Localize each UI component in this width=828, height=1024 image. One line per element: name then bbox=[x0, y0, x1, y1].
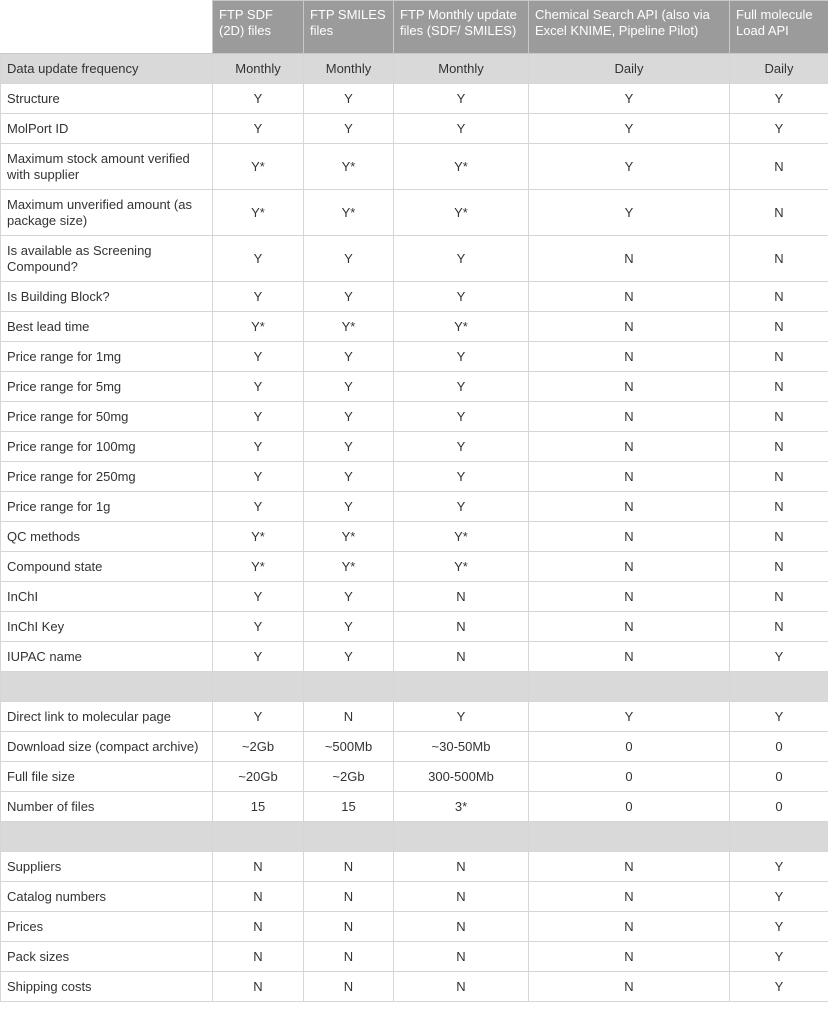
table-cell: Y bbox=[394, 84, 529, 114]
table-row bbox=[1, 462, 828, 492]
table-cell: Y* bbox=[213, 144, 304, 190]
table-row bbox=[1, 882, 828, 912]
row-label: Data update frequency bbox=[1, 54, 213, 84]
table-cell: Y bbox=[213, 612, 304, 642]
table-cell: Y bbox=[730, 852, 828, 882]
row-label: Download size (compact archive) bbox=[1, 732, 213, 762]
table-cell: Y* bbox=[394, 312, 529, 342]
table-cell: N bbox=[529, 282, 730, 312]
table-cell: Y bbox=[394, 462, 529, 492]
table-row bbox=[1, 912, 828, 942]
table-cell: Y bbox=[213, 492, 304, 522]
row-label: Price range for 250mg bbox=[1, 462, 213, 492]
row-label: QC methods bbox=[1, 522, 213, 552]
table-cell: Monthly bbox=[213, 54, 304, 84]
table-cell: N bbox=[394, 852, 529, 882]
table-cell: Y bbox=[213, 342, 304, 372]
table-row bbox=[1, 84, 828, 114]
table-cell: N bbox=[394, 642, 529, 672]
table-cell: N bbox=[529, 612, 730, 642]
table-cell: N bbox=[730, 582, 828, 612]
row-label: MolPort ID bbox=[1, 114, 213, 144]
table-cell: Y bbox=[394, 282, 529, 312]
table-cell: N bbox=[529, 642, 730, 672]
table-cell: Daily bbox=[529, 54, 730, 84]
table-cell: N bbox=[529, 882, 730, 912]
column-header: FTP Monthly update files (SDF/ SMILES) bbox=[394, 1, 529, 54]
table-cell: Y bbox=[394, 342, 529, 372]
table-cell: Y bbox=[213, 402, 304, 432]
row-label: Prices bbox=[1, 912, 213, 942]
divider-cell bbox=[213, 822, 304, 852]
table-cell: N bbox=[529, 312, 730, 342]
divider-cell bbox=[213, 672, 304, 702]
table-cell: N bbox=[213, 942, 304, 972]
table-row bbox=[1, 282, 828, 312]
table-cell: N bbox=[529, 582, 730, 612]
divider-cell bbox=[394, 672, 529, 702]
table-cell: N bbox=[529, 432, 730, 462]
table-cell: Y bbox=[730, 912, 828, 942]
table-cell: Y bbox=[304, 282, 394, 312]
table-cell: N bbox=[529, 912, 730, 942]
table-body bbox=[1, 54, 828, 1002]
table-row bbox=[1, 492, 828, 522]
table-cell: Y bbox=[213, 372, 304, 402]
table-cell: Y bbox=[394, 372, 529, 402]
table-cell: N bbox=[730, 552, 828, 582]
table-cell: N bbox=[394, 912, 529, 942]
table-cell: N bbox=[529, 342, 730, 372]
table-row bbox=[1, 972, 828, 1002]
table-cell: Y bbox=[213, 236, 304, 282]
divider-cell bbox=[1, 822, 213, 852]
table-cell: ~2Gb bbox=[213, 732, 304, 762]
table-cell: N bbox=[529, 852, 730, 882]
table-cell: Y bbox=[304, 462, 394, 492]
table-cell: Y bbox=[304, 402, 394, 432]
table-cell: Y* bbox=[394, 522, 529, 552]
table-row bbox=[1, 402, 828, 432]
table-row bbox=[1, 942, 828, 972]
table-cell: N bbox=[730, 144, 828, 190]
table-cell: N bbox=[394, 582, 529, 612]
table-cell: Y* bbox=[394, 552, 529, 582]
table-row bbox=[1, 702, 828, 732]
table-cell: Monthly bbox=[304, 54, 394, 84]
table-cell: N bbox=[730, 236, 828, 282]
table-cell: Y bbox=[304, 236, 394, 282]
table-cell: 3* bbox=[394, 792, 529, 822]
table-cell: 15 bbox=[304, 792, 394, 822]
table-row bbox=[1, 372, 828, 402]
table-cell: N bbox=[394, 882, 529, 912]
table-cell: Y bbox=[304, 84, 394, 114]
table-row bbox=[1, 732, 828, 762]
table-cell: N bbox=[529, 236, 730, 282]
table-cell: Y bbox=[213, 114, 304, 144]
table-cell: Y bbox=[304, 492, 394, 522]
column-header: Full molecule Load API bbox=[730, 1, 828, 54]
table-row bbox=[1, 312, 828, 342]
table-row bbox=[1, 522, 828, 552]
table-cell: Y bbox=[394, 402, 529, 432]
table-cell: 15 bbox=[213, 792, 304, 822]
table-cell: N bbox=[304, 882, 394, 912]
table-cell: N bbox=[213, 912, 304, 942]
table-cell: Y bbox=[304, 612, 394, 642]
table-cell: Y bbox=[213, 432, 304, 462]
table-row bbox=[1, 552, 828, 582]
table-cell: 0 bbox=[730, 792, 828, 822]
row-label: Best lead time bbox=[1, 312, 213, 342]
table-cell: Y bbox=[213, 642, 304, 672]
table-cell: ~500Mb bbox=[304, 732, 394, 762]
row-label: Price range for 1g bbox=[1, 492, 213, 522]
table-cell: Y* bbox=[304, 312, 394, 342]
table-cell: Y bbox=[213, 702, 304, 732]
row-label: Shipping costs bbox=[1, 972, 213, 1002]
table-cell: N bbox=[213, 882, 304, 912]
table-cell: N bbox=[529, 552, 730, 582]
table-cell: ~2Gb bbox=[304, 762, 394, 792]
section-divider-row bbox=[1, 672, 828, 702]
table-cell: Y bbox=[529, 84, 730, 114]
table-cell: N bbox=[529, 522, 730, 552]
table-cell: N bbox=[304, 912, 394, 942]
table-cell: Y bbox=[730, 642, 828, 672]
row-label: Suppliers bbox=[1, 852, 213, 882]
table-cell: Y bbox=[529, 114, 730, 144]
table-cell: Y bbox=[304, 582, 394, 612]
table-cell: Y bbox=[213, 282, 304, 312]
table-cell: ~20Gb bbox=[213, 762, 304, 792]
table-cell: 300-500Mb bbox=[394, 762, 529, 792]
column-header: Chemical Search API (also via Excel KNIME, Pipeline Pilot) bbox=[529, 1, 730, 54]
header-row bbox=[1, 1, 828, 54]
table-cell: Y* bbox=[213, 552, 304, 582]
table-row bbox=[1, 852, 828, 882]
table-cell: Monthly bbox=[394, 54, 529, 84]
table-row bbox=[1, 236, 828, 282]
table-cell: Daily bbox=[730, 54, 828, 84]
table-cell: Y* bbox=[304, 522, 394, 552]
divider-cell bbox=[730, 672, 828, 702]
row-label: Number of files bbox=[1, 792, 213, 822]
table-cell: 0 bbox=[529, 762, 730, 792]
table-cell: Y bbox=[304, 642, 394, 672]
table-cell: N bbox=[529, 402, 730, 432]
table-cell: Y bbox=[304, 342, 394, 372]
table-cell: N bbox=[730, 432, 828, 462]
table-cell: 0 bbox=[730, 762, 828, 792]
table-cell: N bbox=[730, 402, 828, 432]
table-cell: N bbox=[213, 852, 304, 882]
table-cell: Y bbox=[529, 190, 730, 236]
row-label: Is Building Block? bbox=[1, 282, 213, 312]
table-cell: N bbox=[529, 942, 730, 972]
table-cell: Y* bbox=[394, 144, 529, 190]
divider-cell bbox=[1, 672, 213, 702]
table-cell: N bbox=[304, 942, 394, 972]
table-cell: N bbox=[730, 372, 828, 402]
table-cell: Y bbox=[529, 702, 730, 732]
row-label: Compound state bbox=[1, 552, 213, 582]
table-cell: Y* bbox=[304, 190, 394, 236]
table-row bbox=[1, 144, 828, 190]
section-divider-row bbox=[1, 822, 828, 852]
table-cell: N bbox=[304, 702, 394, 732]
table-cell: Y bbox=[394, 236, 529, 282]
table-cell: Y bbox=[213, 582, 304, 612]
table-cell: Y bbox=[304, 372, 394, 402]
table-cell: Y bbox=[529, 144, 730, 190]
table-cell: Y* bbox=[304, 144, 394, 190]
column-header: FTP SDF (2D) files bbox=[213, 1, 304, 54]
table-row bbox=[1, 582, 828, 612]
table-cell: N bbox=[529, 972, 730, 1002]
table-cell: Y bbox=[213, 84, 304, 114]
row-label: Pack sizes bbox=[1, 942, 213, 972]
corner-cell bbox=[1, 1, 213, 54]
table-cell: Y bbox=[394, 114, 529, 144]
frequency-row bbox=[1, 54, 828, 84]
row-label: IUPAC name bbox=[1, 642, 213, 672]
row-label: InChI Key bbox=[1, 612, 213, 642]
table-row bbox=[1, 190, 828, 236]
divider-cell bbox=[394, 822, 529, 852]
table-cell: N bbox=[394, 942, 529, 972]
table-cell: N bbox=[529, 372, 730, 402]
row-label: InChI bbox=[1, 582, 213, 612]
table-cell: N bbox=[730, 612, 828, 642]
table-row bbox=[1, 792, 828, 822]
table-cell: N bbox=[529, 462, 730, 492]
table-cell: Y* bbox=[394, 190, 529, 236]
divider-cell bbox=[304, 822, 394, 852]
table-row bbox=[1, 432, 828, 462]
table-cell: N bbox=[730, 522, 828, 552]
divider-cell bbox=[529, 672, 730, 702]
table-cell: 0 bbox=[529, 792, 730, 822]
row-label: Price range for 5mg bbox=[1, 372, 213, 402]
table-cell: Y* bbox=[213, 312, 304, 342]
table-cell: Y bbox=[730, 942, 828, 972]
column-header: FTP SMILES files bbox=[304, 1, 394, 54]
table-cell: Y bbox=[730, 84, 828, 114]
row-label: Maximum stock amount verified with supplier bbox=[1, 144, 213, 190]
row-label: Price range for 50mg bbox=[1, 402, 213, 432]
table-cell: Y bbox=[730, 702, 828, 732]
table-cell: N bbox=[730, 462, 828, 492]
table-cell: N bbox=[730, 492, 828, 522]
table-cell: Y bbox=[304, 432, 394, 462]
table-cell: N bbox=[304, 972, 394, 1002]
table-cell: Y bbox=[394, 432, 529, 462]
table-cell: N bbox=[730, 282, 828, 312]
row-label: Catalog numbers bbox=[1, 882, 213, 912]
table-cell: Y* bbox=[213, 190, 304, 236]
table-row bbox=[1, 114, 828, 144]
table-cell: N bbox=[529, 492, 730, 522]
table-cell: 0 bbox=[730, 732, 828, 762]
table-row bbox=[1, 342, 828, 372]
table-cell: Y bbox=[730, 882, 828, 912]
table-cell: N bbox=[394, 972, 529, 1002]
row-label: Price range for 100mg bbox=[1, 432, 213, 462]
table-row bbox=[1, 762, 828, 792]
row-label: Is available as Screening Compound? bbox=[1, 236, 213, 282]
table-cell: N bbox=[304, 852, 394, 882]
row-label: Price range for 1mg bbox=[1, 342, 213, 372]
table-cell: Y bbox=[213, 462, 304, 492]
table-cell: Y bbox=[394, 492, 529, 522]
table-cell: Y* bbox=[213, 522, 304, 552]
table-cell: Y bbox=[730, 972, 828, 1002]
divider-cell bbox=[730, 822, 828, 852]
table-cell: Y bbox=[730, 114, 828, 144]
table-cell: 0 bbox=[529, 732, 730, 762]
table-cell: N bbox=[730, 342, 828, 372]
row-label: Structure bbox=[1, 84, 213, 114]
table-cell: Y bbox=[304, 114, 394, 144]
divider-cell bbox=[304, 672, 394, 702]
table-row bbox=[1, 612, 828, 642]
row-label: Maximum unverified amount (as package size) bbox=[1, 190, 213, 236]
table-cell: Y bbox=[394, 702, 529, 732]
table-cell: N bbox=[394, 612, 529, 642]
table-cell: N bbox=[730, 312, 828, 342]
table-cell: N bbox=[730, 190, 828, 236]
row-label: Full file size bbox=[1, 762, 213, 792]
table-cell: Y* bbox=[304, 552, 394, 582]
table-cell: ~30-50Mb bbox=[394, 732, 529, 762]
divider-cell bbox=[529, 822, 730, 852]
table-row bbox=[1, 642, 828, 672]
row-label: Direct link to molecular page bbox=[1, 702, 213, 732]
table-cell: N bbox=[213, 972, 304, 1002]
